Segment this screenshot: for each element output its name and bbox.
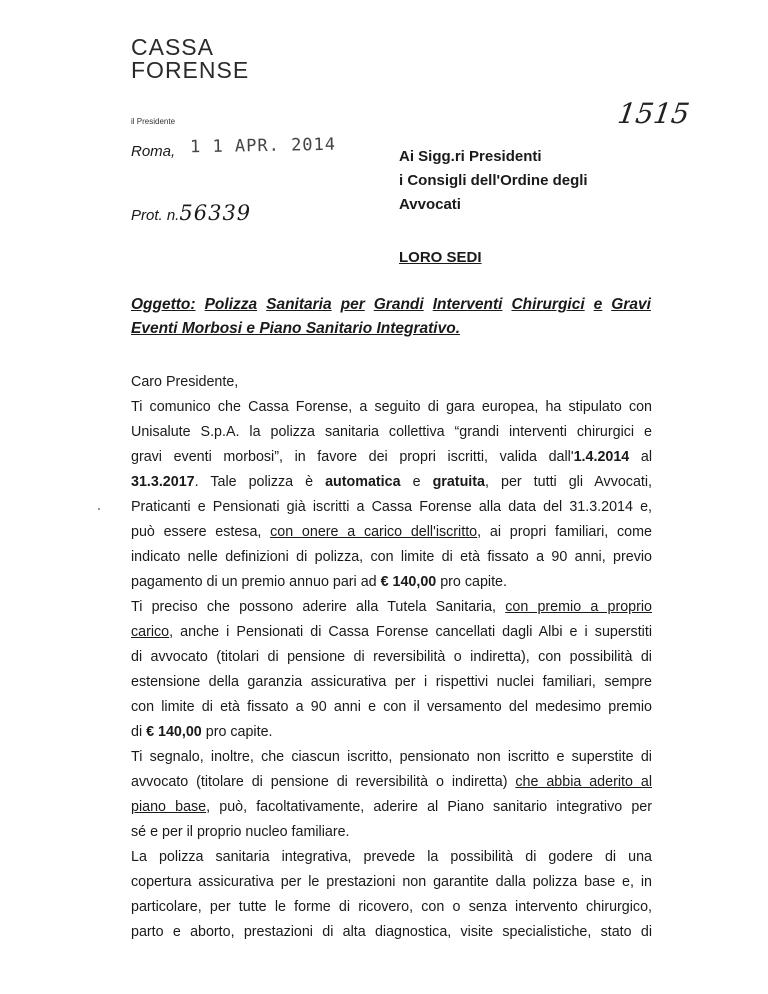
paragraph-2-line: [131, 620, 652, 645]
paragraph-2-line: [131, 720, 652, 745]
paragraph-3-line: sé e per il proprio nucleo familiare.: [131, 824, 350, 840]
text: pagamento di un premio annuo pari ad: [131, 574, 381, 590]
protocol-number: [131, 201, 251, 225]
subject-word: Sanitaria: [266, 296, 332, 313]
premium-amount: € 140,00: [380, 574, 437, 590]
paragraph-1-line: Praticanti e Pensionati già iscritti a Cassa Forense alla data del 31.3.2014 e,: [131, 499, 652, 515]
subject-word: Gravi: [611, 296, 651, 313]
paragraph-1-line: indicato nelle definizioni di polizza, con limite di età fissato a 90 anni, previo: [131, 549, 652, 565]
paragraph-1-line: [131, 520, 652, 545]
subject-line-2: Eventi Morbosi e Piano Sanitario Integrativo.: [131, 320, 461, 337]
underlined-text: piano base: [131, 799, 207, 815]
text: e: [400, 474, 433, 490]
subject-word: Chirurgici: [511, 296, 585, 313]
paragraph-4-line: copertura assicurativa per le prestazioni non garantite dalla polizza base e, in: [131, 874, 652, 890]
recipient-line-2: i Consigli dell'Ordine degli: [399, 172, 588, 189]
paragraph-1-line: [131, 445, 652, 470]
paragraph-2-line: di avvocato (titolari di pensione di reversibilità o indiretta), con possibilità di: [131, 649, 652, 665]
subject-word: e: [593, 296, 603, 313]
recipient-line-3: Avvocati: [399, 196, 461, 213]
paragraph-1-line: Ti comunico che Cassa Forense, a seguito di gara europea, ha stipulato con: [131, 399, 652, 415]
paragraph-3-line: Ti segnalo, inoltre, che ciascun iscritto, pensionato non iscritto e superstite di: [131, 749, 652, 765]
text: gravi eventi morbosi”, in favore dei propri iscritti, valida dall': [131, 449, 574, 465]
premium-amount: € 140,00: [146, 724, 202, 740]
loro-sedi: LORO SEDI: [399, 249, 482, 266]
handwritten-reference: 1515: [615, 97, 692, 130]
text: , per tutti gli Avvocati,: [485, 474, 653, 490]
protocol-label: Prot. n.: [131, 207, 180, 224]
paragraph-3-line: [131, 770, 652, 795]
subject-word: Oggetto:: [131, 296, 196, 313]
paragraph-2-line: con limite di età fissato a 90 anni e con il versamento del medesimo premio: [131, 699, 652, 715]
underlined-text: che abbia aderito al: [515, 774, 652, 790]
recipient-block: [399, 145, 588, 217]
paragraph-2-line: [131, 595, 652, 620]
text: pro capite.: [201, 724, 273, 740]
paragraph-1-line: [131, 470, 652, 495]
underlined-text: carico: [131, 624, 170, 640]
text: , ai propri familiari, come: [477, 524, 652, 540]
recipient-line-1: Ai Sigg.ri Presidenti: [399, 148, 542, 165]
letter-body: [131, 370, 652, 945]
text: . Tale polizza è: [194, 474, 326, 490]
subject-word: per: [340, 296, 365, 313]
underlined-text: con premio a proprio: [505, 599, 653, 615]
valid-from-date: 1.4.2014: [573, 449, 630, 465]
text: può essere estesa,: [131, 524, 271, 540]
logo-line-2: FORENSE: [131, 57, 250, 83]
free-emphasis: gratuita: [432, 474, 485, 490]
logo-line-1: CASSA: [131, 34, 214, 60]
place-label: Roma,: [131, 143, 176, 160]
subject-line: [131, 293, 651, 341]
text: , può, facoltativamente, aderire al Piano sanitario integrativo per: [206, 799, 652, 815]
text: avvocato (titolare di pensione di reversibilità o indiretta): [131, 774, 516, 790]
text: , anche i Pensionati di Cassa Forense cancellati dagli Albi e i superstiti: [169, 624, 652, 640]
date-stamp: 1 1 APR. 2014: [189, 134, 337, 158]
underlined-text: con onere a carico dell'iscritto: [270, 524, 478, 540]
paragraph-4-line: particolare, per tutte le forme di ricovero, con o senza intervento chirurgico,: [131, 899, 652, 915]
subject-line-1: [131, 293, 651, 317]
paragraph-1-line: [131, 570, 652, 595]
paragraph-1-line: Unisalute S.p.A. la polizza sanitaria collettiva “grandi interventi chirurgici e: [131, 424, 652, 440]
paragraph-4-line: La polizza sanitaria integrativa, prevede la possibilità di godere di una: [131, 849, 652, 865]
cassa-forense-logo: [131, 36, 249, 82]
paragraph-4-line: parto e aborto, prestazioni di alta diagnostica, visite specialistiche, stato di: [131, 924, 652, 940]
paragraph-3-line: [131, 795, 652, 820]
subject-word: Grandi: [373, 296, 424, 313]
text: di: [131, 724, 147, 740]
subject-word: Interventi: [432, 296, 503, 313]
president-label: il Presidente: [131, 117, 176, 126]
protocol-handwritten-number: 56339: [179, 201, 252, 225]
subject-word: Polizza: [204, 296, 258, 313]
text: al: [629, 449, 652, 465]
valid-to-date: 31.3.2017: [131, 474, 195, 490]
paragraph-2-line: estensione della garanzia assicurativa per i rispettivi nuclei familiari, sempre: [131, 674, 652, 690]
salutation: Caro Presidente,: [131, 374, 239, 390]
text: Ti preciso che possono aderire alla Tutela Sanitaria,: [131, 599, 506, 615]
automatic-emphasis: automatica: [325, 474, 401, 490]
text: pro capite.: [436, 574, 507, 590]
scan-speck: [98, 508, 100, 510]
